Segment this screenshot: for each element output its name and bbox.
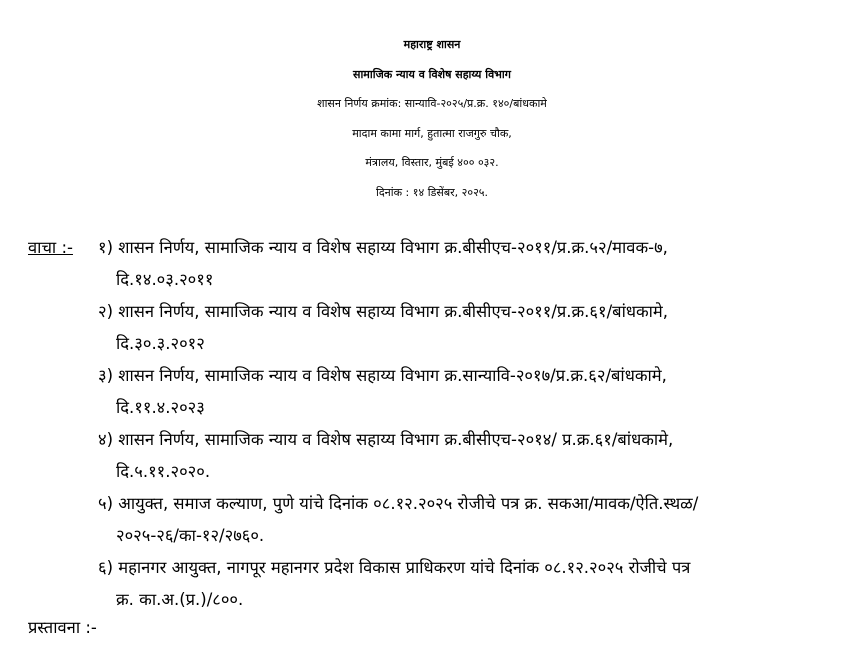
document-header (0, 30, 864, 207)
address-line-2: मंत्रालय, विस्तार, मुंबई ४०० ०३२. (365, 156, 499, 169)
reference-letter-number: २०२५-२६/का-१२/२७६०. (116, 526, 265, 545)
reference-item (98, 552, 848, 616)
reference-item (98, 360, 848, 424)
reference-item (98, 488, 848, 552)
reference-date: दि.५.११.२०२०. (116, 462, 211, 481)
reference-item (98, 424, 848, 488)
references-list (98, 232, 848, 616)
address-line-1: मादाम कामा मार्ग, हुतात्मा राजगुरु चौक, (352, 126, 512, 140)
reference-item (98, 296, 848, 360)
reference-text: ६) महानगर आयुक्त, नागपूर महानगर प्रदेश विकास प्राधिकरण यांचे दिनांक ०८.१२.२०२५ रोजीचे पत्र (98, 558, 691, 577)
reference-text: ५) आयुक्त, समाज कल्याण, पुणे यांचे दिनांक ०८.१२.२०२५ रोजीचे पत्र क्र. सकआ/मावक/ऐति.स्थळ/ (98, 494, 699, 513)
reference-date: दि.१४.०३.२०११ (116, 270, 214, 289)
references-label: वाचा :- (28, 238, 73, 257)
reference-text: २) शासन निर्णय, सामाजिक न्याय व विशेष सहाय्य विभाग क्र.बीसीएच-२०११/प्र.क्र.६१/बांधकामे, (98, 302, 669, 321)
reference-text: ४) शासन निर्णय, सामाजिक न्याय व विशेष सहाय्य विभाग क्र.बीसीएच-२०१४/ प्र.क्र.६१/बांधकामे, (98, 430, 674, 449)
document-date: दिनांक : १४ डिसेंबर, २०२५. (375, 185, 489, 199)
reference-text: १) शासन निर्णय, सामाजिक न्याय व विशेष सहाय्य विभाग क्र.बीसीएच-२०११/प्र.क्र.५२/मावक-७, (98, 238, 668, 257)
gr-number: शासन निर्णय क्रमांक: सान्यावि-२०२५/प्र.क्र. १४०/बांधकामे (317, 97, 547, 110)
department-name: सामाजिक न्याय व विशेष सहाय्य विभाग (353, 67, 511, 81)
reference-letter-number: क्र. का.अ.(प्र.)/८००. (116, 590, 244, 609)
reference-date: दि.३०.३.२०१२ (116, 334, 205, 353)
reference-item (98, 232, 848, 296)
reference-text: ३) शासन निर्णय, सामाजिक न्याय व विशेष सहाय्य विभाग क्र.सान्यावि-२०१७/प्र.क्र.६२/बांधकामे, (98, 366, 667, 385)
reference-date: दि.११.४.२०२३ (116, 398, 205, 417)
preamble-heading: प्रस्तावना :- (28, 618, 97, 637)
government-name: महाराष्ट्र शासन (403, 38, 461, 51)
